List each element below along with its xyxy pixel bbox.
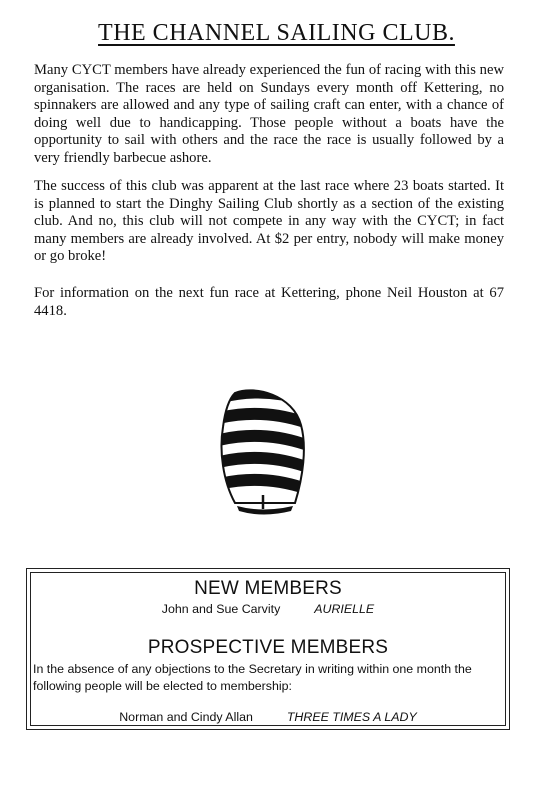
new-member-names: John and Sue Carvity (161, 602, 281, 616)
paragraph-contact: For information on the next fun race at Kettering, phone Neil Houston at 67 4418. (34, 285, 504, 319)
new-member-entry (27, 602, 509, 616)
prospective-member-names: Norman and Cindy Allan (119, 710, 253, 724)
prospective-members-heading: PROSPECTIVE MEMBERS (147, 637, 389, 658)
prospective-member-boat: THREE TIMES A LADY (286, 710, 417, 724)
membership-box (26, 568, 510, 730)
paragraph-success: The success of this club was apparent at the last race where 23 boats started. It is planned to start the Dinghy Sailing Club shortly as a section of the existing club. And no, this club will not compete in any way with the CYCT; in fact many members are already involved. At $2 per entry, nobody will make money or go broke! (34, 178, 504, 265)
new-members-heading: NEW MEMBERS (194, 578, 342, 599)
new-member-boat: AURIELLE (314, 602, 375, 616)
spinnaker-sail-icon (215, 385, 307, 520)
page-title: THE CHANNEL SAILING CLUB. (98, 20, 455, 46)
paragraph-racing: Many CYCT members have already experienced the fun of racing with this new organisation. The races are held on Sundays every month off Kettering, no spinnakers are allowed and any type of sailing craft can enter, with a chance of doing well due to handicapping. Those people without a boats have the opportunity to sail with others and the race the race is usually followed by a very friendly barbecue ashore. (34, 62, 504, 166)
prospective-notice: In the absence of any objections to the Secretary in writing within one month the following people will be elected to membership: (33, 662, 472, 693)
prospective-member-entry (27, 710, 509, 724)
